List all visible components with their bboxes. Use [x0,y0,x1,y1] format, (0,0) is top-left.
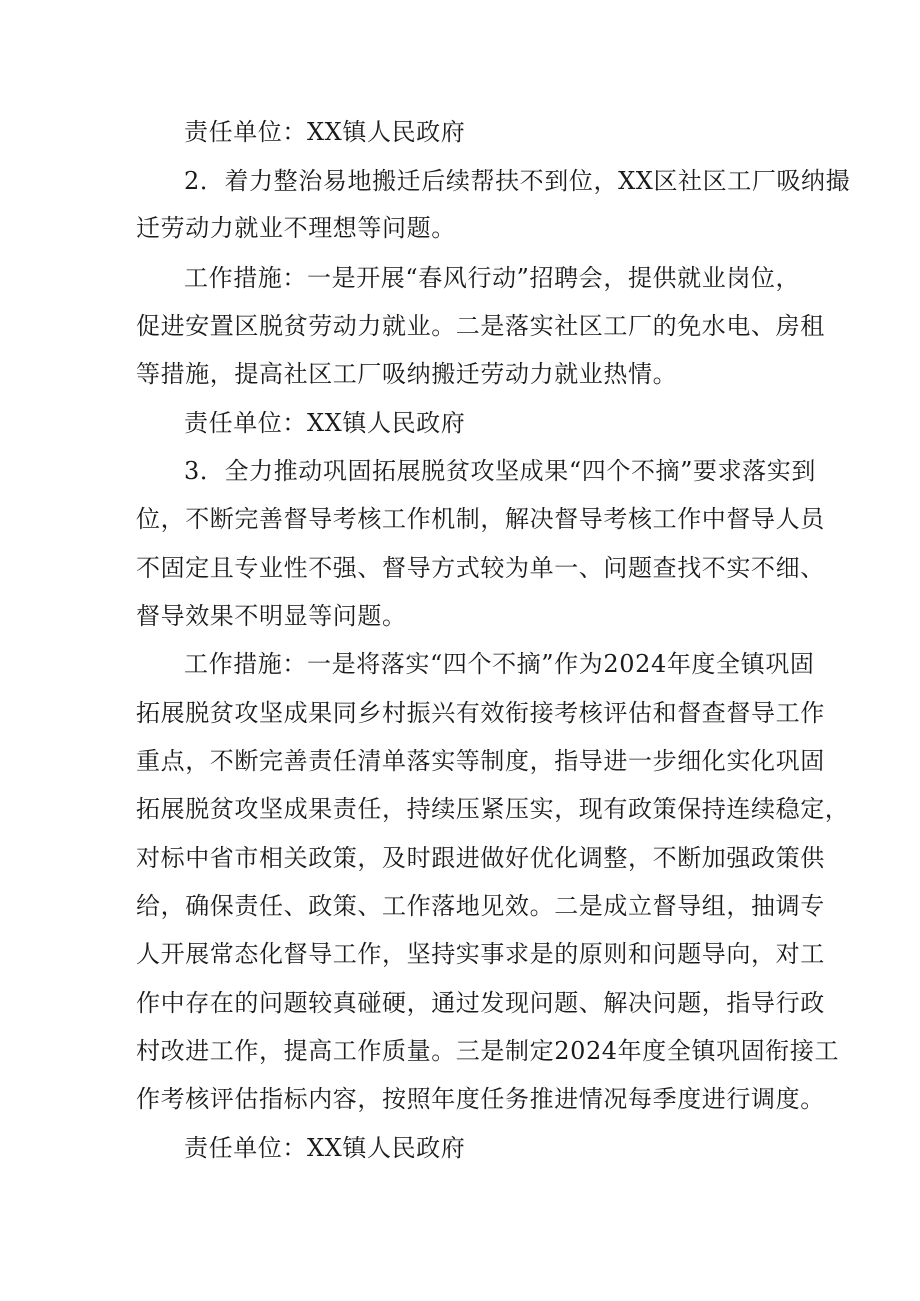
measures-3-line-9: 村改进工作，提高工作质量。三是制定2024年度全镇巩固衔接工 [136,1037,840,1065]
measures-3-line-4: 拓展脱贫攻坚成果责任，持续压紧压实，现有政策保持连续稳定， [136,795,850,823]
item-3-line-1: 3．全力推动巩固拓展脱贫攻坚成果“四个不摘”要求落实到 [184,457,817,485]
item-2-line-1: 2．着力整治易地搬迁后续帮扶不到位，XX区社区工厂吸纳撮 [184,167,851,195]
measures-3-line-6: 给，确保责任、政策、工作落地见效。二是成立督导组，抽调专 [136,892,825,920]
measures-3-line-7: 人开展常态化督导工作，坚持实事求是的原则和问题导向，对工 [136,940,825,968]
responsible-unit-2: 责任单位：XX镇人民政府 [184,409,466,437]
measures-3-line-5: 对标中省市相关政策，及时跟进做好优化调整，不断加强政策供 [136,844,825,872]
measures-2-line-1: 工作措施：一是开展“春风行动”招聘会，提供就业岗位， [184,264,801,292]
item-3-line-3: 不固定且专业性不强、督导方式较为单一、问题查找不实不细、 [136,554,825,582]
measures-2-line-3: 等措施，提高社区工厂吸纳搬迁劳动力就业热情。 [136,360,678,388]
measures-2-line-2: 促进安置区脱贫劳动力就业。二是落实社区工厂的免水电、房租 [136,312,825,340]
measures-3-line-1: 工作措施：一是将落实“四个不摘”作为2024年度全镇巩固 [184,650,815,678]
item-3-line-2: 位，不断完善督导考核工作机制，解决督导考核工作中督导人员 [136,505,825,533]
measures-3-line-2: 拓展脱贫攻坚成果同乡村振兴有效衔接考核评估和督查督导工作 [136,699,825,727]
item-3-line-4: 督导效果不明显等问题。 [136,602,407,630]
responsible-unit-3: 责任单位：XX镇人民政府 [184,1134,466,1162]
measures-3-line-8: 作中存在的问题较真碰硬，通过发现问题、解决问题，指导行政 [136,989,825,1017]
responsible-unit-1: 责任单位：XX镇人民政府 [184,118,466,146]
item-2-line-2: 迁劳动力就业不理想等问题。 [136,214,456,242]
measures-3-line-10: 作考核评估指标内容，按照年度任务推进情况每季度进行调度。 [136,1085,825,1113]
measures-3-line-3: 重点，不断完善责任清单落实等制度，指导进一步细化实化巩固 [136,747,825,775]
